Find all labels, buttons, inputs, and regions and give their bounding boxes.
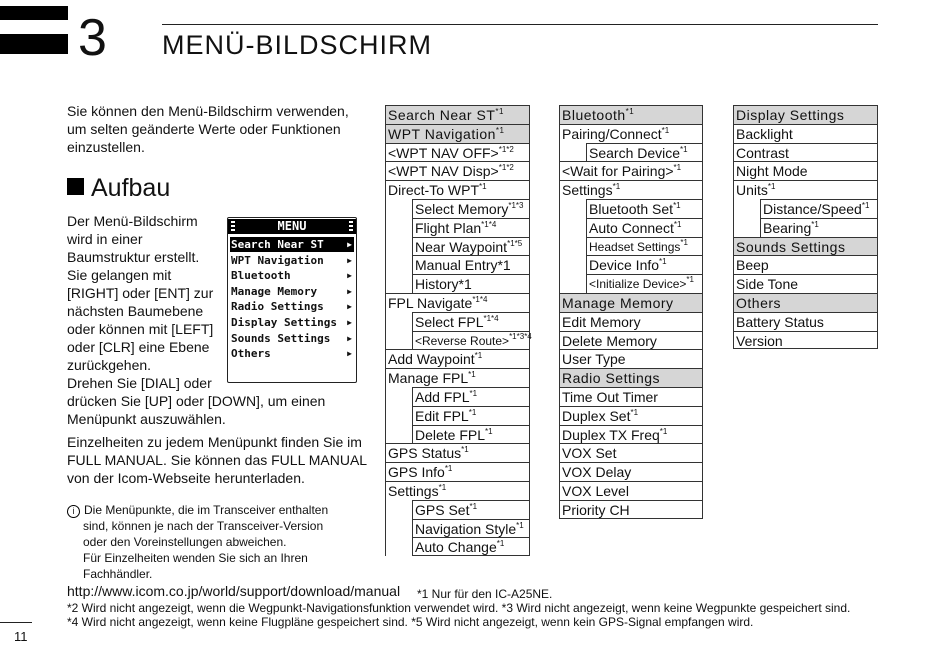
menu-group-header — [386, 105, 530, 124]
menu-item-label: Select FPL — [415, 313, 484, 330]
menu-item-label: Delete FPL — [415, 426, 486, 443]
tree-description-line: Baumstruktur erstellt. — [67, 249, 200, 265]
menu-tree-item — [386, 462, 530, 481]
menu-tree-item — [734, 180, 878, 199]
menu-item-label: Duplex TX Freq — [562, 426, 660, 443]
footnote-marker: *1*3*4 — [509, 331, 532, 341]
lcd-menu-title — [228, 219, 356, 234]
menu-item-label: Backlight — [736, 125, 793, 142]
menu-tree-item — [734, 255, 878, 274]
menu-item-label: Settings — [562, 182, 613, 199]
menu-item-label: Beep — [736, 257, 769, 274]
menu-item-label: WPT Navigation — [388, 125, 496, 142]
lcd-menu-item-label: WPT Navigation — [231, 253, 324, 267]
menu-item-label: Search Device — [589, 144, 681, 161]
menu-tree-item — [386, 368, 530, 387]
menu-tree-item — [386, 143, 530, 162]
note-line: sind, können je nach der Transceiver-Version — [83, 519, 324, 533]
menu-item-label: Duplex Set — [562, 407, 631, 424]
footnote-marker: *1 — [861, 200, 870, 210]
menu-tree-item — [734, 331, 878, 350]
info-circle-icon: i — [67, 505, 80, 518]
triangle-right-icon: ▶ — [347, 318, 352, 327]
footnote-marker: *1 — [659, 426, 668, 436]
menu-tree-item — [560, 349, 703, 368]
menu-tree-item — [560, 180, 703, 199]
lcd-scroll-icon — [231, 221, 235, 231]
triangle-right-icon: ▶ — [347, 271, 352, 281]
menu-tree-item — [386, 161, 530, 180]
footnote-marker: *1 — [469, 501, 478, 511]
menu-tree-column-3 — [733, 105, 878, 349]
tree-description-line: zurückgehen. — [67, 357, 152, 373]
menu-tree-item — [734, 312, 878, 331]
menu-item-label: Version — [736, 332, 783, 349]
tree-description-line: oder können mit [LEFT] — [67, 321, 214, 337]
menu-item-label: Bluetooth Set — [589, 200, 674, 217]
lcd-menu-item — [230, 268, 354, 283]
menu-item-label: Select Memory — [415, 200, 509, 217]
triangle-right-icon: ▶ — [347, 349, 352, 359]
menu-tree-item — [560, 406, 703, 425]
menu-group-header — [734, 293, 878, 312]
lcd-menu-screen — [227, 217, 357, 383]
menu-tree-item — [560, 312, 703, 331]
tree-description-line: [RIGHT] oder [ENT] zur — [67, 285, 214, 301]
menu-item-label: Bearing — [763, 219, 812, 236]
menu-tree-item — [586, 274, 703, 293]
menu-item-label: Units — [736, 182, 768, 199]
menu-tree-item — [586, 255, 703, 274]
menu-tree-item — [412, 537, 530, 556]
footnote-marker: *1 — [461, 445, 469, 455]
menu-tree-item — [386, 349, 530, 368]
menu-tree-item — [412, 255, 530, 274]
menu-item-label: Contrast — [736, 144, 789, 161]
menu-tree-item — [586, 199, 703, 218]
menu-group-header — [560, 293, 703, 312]
menu-item-label: Others — [736, 294, 782, 311]
page-number: 11 — [14, 629, 28, 644]
menu-tree-item — [412, 199, 530, 218]
menu-tree-item — [412, 312, 530, 331]
menu-item-label: History*1 — [415, 276, 472, 293]
menu-tree-item — [412, 237, 530, 256]
lcd-menu-item — [230, 284, 354, 299]
menu-item-label: FPL Navigate — [388, 294, 473, 311]
download-url[interactable]: http://www.icom.co.jp/world/support/download/manual — [67, 583, 401, 599]
lcd-menu-item — [230, 315, 354, 330]
lcd-menu-item — [230, 237, 354, 252]
square-bullet-icon — [67, 178, 84, 195]
menu-tree-item — [734, 124, 878, 143]
footnote-marker: *1 — [495, 107, 504, 116]
section-heading — [67, 173, 170, 203]
triangle-right-icon: ▶ — [347, 286, 352, 296]
menu-tree-item — [386, 293, 530, 312]
intro-paragraph: Sie können den Menü-Bildschirm verwenden, um selten geänderte Werte oder Funktionen einzustellen. — [67, 103, 349, 155]
menu-tree-item — [586, 237, 703, 256]
menu-tree-item — [560, 387, 703, 406]
menu-item-label: <WPT NAV OFF> — [388, 144, 499, 161]
header-rule — [162, 24, 878, 25]
footnote-marker: *1 — [686, 275, 694, 285]
footnote-1: *1 Nur für den IC-A25NE. — [417, 587, 553, 601]
menu-item-label: <Reverse Route> — [415, 333, 510, 348]
note-line: Die Menüpunkte, die im Transceiver enthalten — [84, 503, 329, 517]
menu-item-label: Flight Plan — [415, 219, 482, 236]
menu-tree-item — [386, 443, 530, 462]
footnote-marker: *1 — [811, 219, 819, 229]
footnote-marker: *1 — [444, 464, 453, 474]
menu-tree-item — [734, 161, 878, 180]
menu-tree-item — [412, 406, 530, 425]
menu-item-label: Auto Change — [415, 539, 497, 556]
footnote-marker: *1*3 — [508, 200, 524, 210]
menu-tree-column-1 — [385, 105, 530, 556]
menu-tree-item — [560, 161, 703, 180]
footnote-marker: *1*2 — [498, 144, 514, 154]
tree-description-line: Drehen Sie [DIAL] oder — [67, 375, 212, 391]
menu-tree-item — [386, 180, 530, 199]
menu-item-label: Device Info — [589, 257, 660, 274]
triangle-right-icon: ▶ — [347, 255, 352, 265]
menu-tree-item — [760, 199, 878, 218]
footnote-marker: *1 — [767, 182, 776, 192]
menu-tree-item — [734, 274, 878, 293]
menu-item-label: Time Out Timer — [562, 388, 658, 405]
menu-tree-column-2 — [559, 105, 703, 519]
footnote-marker: *1 — [468, 407, 477, 417]
menu-item-label: <Initialize Device> — [589, 277, 687, 292]
lcd-menu-item — [230, 331, 354, 346]
menu-group-header — [734, 237, 878, 256]
tree-description-line: Menüpunkt auszuwählen. — [67, 411, 226, 427]
footnote-marker: *1 — [673, 219, 682, 229]
menu-item-label: Auto Connect — [589, 219, 674, 236]
menu-tree-item — [560, 481, 703, 500]
menu-item-label: Priority CH — [562, 501, 630, 518]
menu-item-label: Manage FPL — [388, 370, 469, 387]
menu-item-label: Manual Entry*1 — [415, 257, 511, 274]
footnote-marker: *1 — [496, 539, 505, 549]
menu-tree-item — [760, 218, 878, 237]
footnote-marker: *1 — [625, 107, 635, 116]
lcd-scroll-icon — [349, 221, 353, 231]
menu-item-label: Radio Settings — [562, 370, 661, 387]
menu-item-label: GPS Info — [388, 464, 445, 481]
section-heading-text: Aufbau — [91, 174, 171, 202]
menu-group-header — [386, 124, 530, 143]
menu-group-header — [560, 105, 703, 124]
footnote-4-5: *4 Wird nicht angezeigt, wenn keine Flugpläne gespeichert sind. *5 Wird nicht angezeigt, wenn kein GPS-Signal empfangen wird. — [67, 615, 754, 629]
menu-item-label: Distance/Speed — [763, 200, 862, 217]
footnote-marker: *1*4 — [483, 313, 499, 323]
footnote-marker: *1 — [474, 351, 483, 361]
menu-item-label: VOX Set — [562, 445, 617, 462]
menu-item-label: Night Mode — [736, 163, 808, 180]
note-line: Für Einzelheiten wenden Sie sich an Ihren — [83, 551, 308, 565]
triangle-right-icon: ▶ — [347, 302, 352, 312]
menu-group-header — [734, 105, 878, 124]
note-line: Fachhändler. — [83, 567, 153, 581]
footnote-marker: *1 — [468, 370, 476, 380]
menu-tree-item — [412, 425, 530, 444]
menu-item-label: Add Waypoint — [388, 351, 475, 368]
menu-tree-item — [734, 143, 878, 162]
menu-item-label: <Wait for Pairing> — [562, 163, 674, 180]
menu-tree-item — [412, 387, 530, 406]
footnote-marker: *1*4 — [481, 219, 497, 229]
menu-item-label: Manage Memory — [562, 294, 674, 311]
lcd-menu-item — [230, 253, 354, 268]
lcd-menu-item-label: Bluetooth — [231, 269, 291, 283]
lcd-menu-item-label: Display Settings — [231, 316, 337, 329]
triangle-right-icon: ▶ — [347, 333, 352, 343]
menu-item-label: Near Waypoint — [415, 238, 508, 255]
menu-item-label: Add FPL — [415, 388, 470, 405]
menu-item-label: Battery Status — [736, 313, 824, 330]
menu-tree-item — [412, 519, 530, 538]
menu-tree-item — [560, 462, 703, 481]
menu-item-label: Display Settings — [736, 107, 845, 123]
lcd-menu-item — [230, 299, 354, 314]
menu-item-label: Settings — [388, 482, 439, 499]
footnote-2-3: *2 Wird nicht angezeigt, wenn die Wegpunkt-Navigationsfunktion verwendet wird. *3 Wird nicht angezeigt, wenn keine Wegpunkte gespeichert sind. — [67, 601, 851, 615]
menu-tree-item — [386, 481, 530, 500]
menu-item-label: Direct-To WPT — [388, 182, 479, 199]
menu-item-label: VOX Level — [562, 482, 629, 499]
menu-item-label: <WPT NAV Disp> — [388, 163, 499, 180]
lcd-title-text: MENU — [277, 219, 307, 233]
lcd-menu-item-label: Sounds Settings — [231, 331, 331, 345]
note — [67, 502, 357, 582]
menu-item-label: VOX Delay — [562, 464, 632, 481]
menu-item-label: Search Near ST — [388, 107, 496, 123]
menu-tree-item — [560, 443, 703, 462]
chapter-tab-bar — [0, 34, 68, 54]
details-paragraph: Einzelheiten zu jedem Menüpunkt finden Sie im FULL MANUAL. Sie können das FULL MANUAL von der Icom-Webseite herunterladen. — [67, 434, 367, 486]
menu-tree-item — [560, 425, 703, 444]
lcd-menu-item-label: Manage Memory — [231, 284, 318, 298]
menu-item-label: Sounds Settings — [736, 238, 846, 255]
menu-tree-item — [560, 124, 703, 143]
footnote-marker: *1 — [661, 125, 670, 135]
lcd-menu-item-label: Radio Settings — [231, 300, 324, 314]
tree-description-line: Der Menü-Bildschirm — [67, 213, 198, 229]
chapter-title: MENÜ-BILDSCHIRM — [162, 30, 433, 60]
chapter-tab-bar-top — [0, 6, 68, 20]
menu-tree-item — [412, 500, 530, 519]
tree-description-line: Sie gelangen mit — [67, 267, 172, 283]
tree-description-line: wird in einer — [67, 231, 143, 247]
footnote-marker: *1 — [479, 182, 487, 192]
menu-item-label: Delete Memory — [562, 332, 657, 349]
lcd-menu-item-label: Search Near ST — [231, 238, 324, 251]
triangle-right-icon: ▶ — [347, 240, 352, 249]
menu-item-label: GPS Status — [388, 445, 462, 462]
menu-tree-item — [560, 331, 703, 350]
footnote-marker: *1*4 — [472, 294, 488, 304]
footnote-marker: *1*5 — [507, 238, 523, 248]
menu-item-label: GPS Set — [415, 501, 470, 518]
chapter-number: 3 — [78, 9, 107, 67]
footnote-marker: *1 — [673, 200, 681, 210]
menu-item-label: Headset Settings — [589, 239, 681, 254]
menu-tree-item — [412, 331, 530, 350]
footnote-marker: *1 — [673, 163, 682, 173]
footnote-marker: *1 — [469, 388, 478, 398]
footnote-marker: *1 — [630, 407, 639, 417]
menu-tree-item — [560, 500, 703, 519]
footnote-marker: *1 — [438, 482, 447, 492]
page-rule — [0, 622, 32, 623]
lcd-menu-item-label: Others — [231, 347, 271, 361]
footnote-marker: *1 — [516, 520, 524, 530]
footnote-marker: *1 — [485, 426, 493, 436]
menu-item-label: Edit FPL — [415, 407, 469, 424]
menu-tree-item — [586, 218, 703, 237]
menu-item-label: User Type — [562, 351, 626, 368]
footnote-marker: *1 — [495, 125, 505, 135]
menu-item-label: Side Tone — [736, 276, 799, 293]
menu-tree-item — [586, 143, 703, 162]
footnote-marker: *1 — [680, 144, 688, 154]
menu-item-label: Edit Memory — [562, 313, 641, 330]
tree-description-line: nächsten Baumebene — [67, 303, 204, 319]
tree-description-line: drücken Sie [UP] oder [DOWN], um einen — [67, 393, 326, 409]
menu-item-label: Navigation Style — [415, 520, 517, 537]
footnote-marker: *1*2 — [498, 163, 514, 173]
menu-item-label: Bluetooth — [562, 107, 626, 123]
lcd-menu-item — [230, 346, 354, 361]
footnote-marker: *1 — [659, 257, 667, 267]
menu-tree-item — [412, 218, 530, 237]
note-line: oder den Voreinstellungen abweichen. — [83, 535, 287, 549]
menu-group-header — [560, 368, 703, 387]
tree-description-line: oder [CLR] eine Ebene — [67, 339, 210, 355]
menu-item-label: Pairing/Connect — [562, 125, 662, 142]
footnote-marker: *1 — [680, 237, 688, 247]
menu-tree-item — [412, 274, 530, 293]
footnote-marker: *1 — [612, 182, 621, 192]
